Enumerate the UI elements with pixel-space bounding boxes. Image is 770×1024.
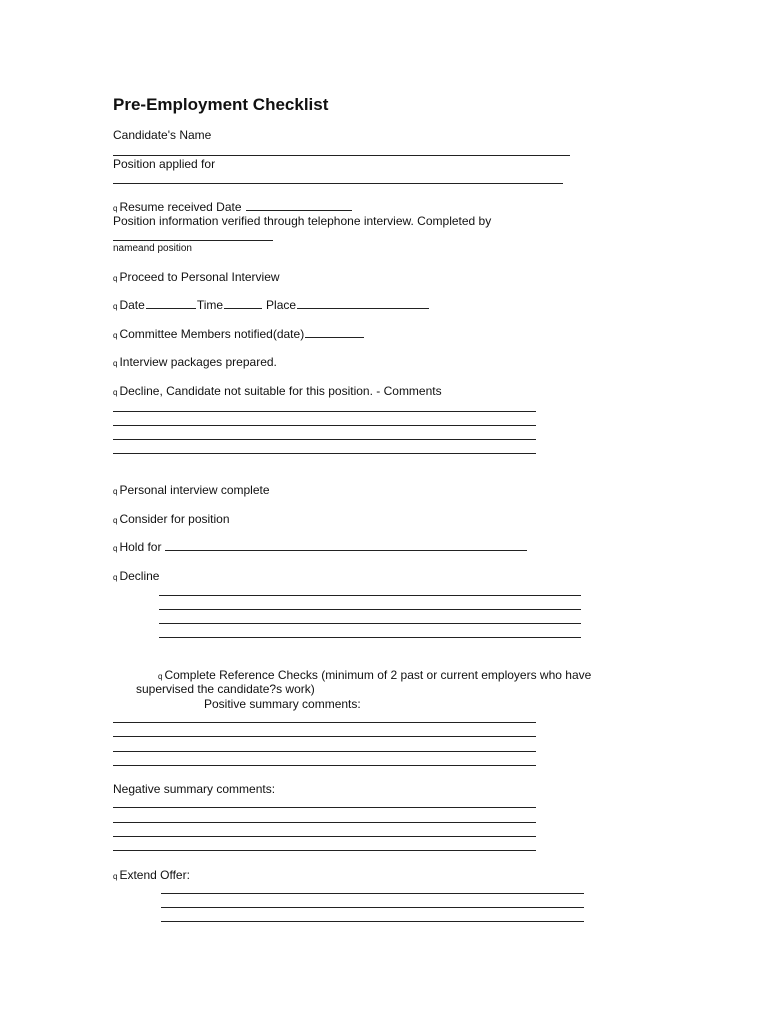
proceed-label: Proceed to Personal Interview xyxy=(119,270,280,284)
extend-offer-label: Extend Offer: xyxy=(119,868,190,882)
comment-line[interactable] xyxy=(113,722,536,723)
date-label: Date xyxy=(119,298,145,312)
comment-line[interactable] xyxy=(159,595,581,596)
comment-line[interactable] xyxy=(113,751,536,752)
checkbox-icon[interactable]: q xyxy=(113,487,118,496)
checkbox-icon[interactable]: q xyxy=(113,274,118,283)
reference-label: Complete Reference Checks (minimum of 2 past or current employers who have xyxy=(164,668,592,682)
checkbox-icon[interactable]: q xyxy=(158,672,163,681)
schedule-row xyxy=(113,298,430,314)
decline-label: Decline xyxy=(119,569,160,583)
page-title: Pre-Employment Checklist xyxy=(113,95,329,114)
decline-unsuitable-label: Decline, Candidate not suitable for this position. - Comments xyxy=(119,384,442,398)
date-field[interactable] xyxy=(146,298,196,309)
position-label: Position applied for xyxy=(113,157,216,171)
comment-line[interactable] xyxy=(161,893,584,894)
completed-by-field[interactable] xyxy=(113,240,273,241)
comment-line[interactable] xyxy=(113,850,536,851)
committee-date-field[interactable] xyxy=(305,327,364,338)
hold-field[interactable] xyxy=(165,540,527,551)
checkbox-icon[interactable]: q xyxy=(113,204,118,213)
comment-line[interactable] xyxy=(113,439,536,440)
comment-line[interactable] xyxy=(113,807,536,808)
comment-line[interactable] xyxy=(159,609,581,610)
interview-complete-label: Personal interview complete xyxy=(119,483,270,497)
candidate-name-label: Candidate's Name xyxy=(113,128,212,142)
place-label: Place xyxy=(266,298,297,312)
comment-line[interactable] xyxy=(161,907,584,908)
comment-line[interactable] xyxy=(113,411,536,412)
comment-line[interactable] xyxy=(113,425,536,426)
checkbox-icon[interactable]: q xyxy=(113,359,118,368)
comment-line[interactable] xyxy=(113,736,536,737)
checkbox-icon[interactable]: q xyxy=(113,331,118,340)
hold-row xyxy=(113,540,528,556)
checkbox-icon[interactable]: q xyxy=(113,872,118,881)
checkbox-icon[interactable]: q xyxy=(113,516,118,525)
positive-comments-label: Positive summary comments: xyxy=(204,697,361,711)
comment-line[interactable] xyxy=(113,765,536,766)
packages-label: Interview packages prepared. xyxy=(119,355,277,369)
comment-line[interactable] xyxy=(161,921,584,922)
resume-label: Resume received Date xyxy=(119,200,242,214)
checkbox-icon[interactable]: q xyxy=(113,388,118,397)
time-field[interactable] xyxy=(224,298,262,309)
position-field[interactable] xyxy=(113,183,563,184)
phone-verify-text: Position information verified through telephone interview. Completed by xyxy=(113,214,492,228)
hold-label: Hold for xyxy=(119,540,162,554)
consider-row xyxy=(113,512,230,528)
comment-line[interactable] xyxy=(113,822,536,823)
checkbox-icon[interactable]: q xyxy=(113,302,118,311)
consider-label: Consider for position xyxy=(119,512,230,526)
committee-label: Committee Members notified(date) xyxy=(119,327,305,341)
candidate-name-field[interactable] xyxy=(113,155,570,156)
decline-unsuitable-row xyxy=(113,384,442,400)
completed-by-caption: nameand position xyxy=(113,243,192,254)
checkbox-icon[interactable]: q xyxy=(113,573,118,582)
comment-line[interactable] xyxy=(159,637,581,638)
committee-row xyxy=(113,327,365,343)
resume-date-field[interactable] xyxy=(246,200,352,211)
place-field[interactable] xyxy=(297,298,429,309)
decline-row xyxy=(113,569,159,585)
proceed-row xyxy=(113,270,280,286)
checkbox-icon[interactable]: q xyxy=(113,544,118,553)
reference-label-cont: supervised the candidate?s work) xyxy=(136,682,315,696)
time-label: Time xyxy=(196,298,224,312)
comment-line[interactable] xyxy=(113,453,536,454)
interview-complete-row xyxy=(113,483,270,499)
packages-row xyxy=(113,355,277,371)
comment-line[interactable] xyxy=(113,836,536,837)
comment-line[interactable] xyxy=(159,623,581,624)
extend-offer-row xyxy=(113,868,190,884)
negative-comments-label: Negative summary comments: xyxy=(113,782,276,796)
